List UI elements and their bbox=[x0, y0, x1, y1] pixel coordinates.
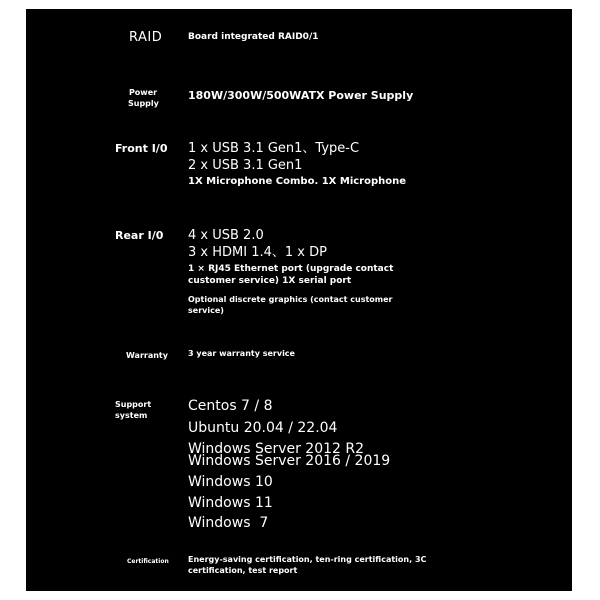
raid-value: Board integrated RAID0/1 bbox=[188, 32, 319, 42]
support-system-1: Centos 7 / 8 bbox=[188, 398, 273, 414]
support-system-3: Windows Server 2012 R2 bbox=[188, 441, 365, 457]
front-io-line-2: 2 x USB 3.1 Gen1 bbox=[188, 158, 303, 173]
support-label-line2: system bbox=[115, 411, 148, 420]
rear-io-line-4: Optional discrete graphics (contact customer service) bbox=[188, 295, 393, 315]
power-label-line1: Power bbox=[128, 88, 158, 97]
certification-label: Certification bbox=[127, 558, 169, 565]
warranty-value: 3 year warranty service bbox=[188, 349, 295, 358]
support-system-6: Windows 11 bbox=[188, 495, 273, 511]
front-io-line-1: 1 x USB 3.1 Gen1、Type-C bbox=[188, 141, 360, 156]
support-system-4: Windows Server 2016 / 2019 bbox=[188, 453, 391, 469]
power-label-line2: Supply bbox=[128, 99, 159, 108]
front-io-line-3: 1X Microphone Combo. 1X Microphone bbox=[188, 176, 407, 187]
raid-label: RAID bbox=[129, 30, 163, 45]
rear-io-line-1: 4 x USB 2.0 bbox=[188, 228, 264, 243]
front-io-label: Front I/0 bbox=[115, 142, 168, 155]
spec-panel bbox=[26, 9, 572, 591]
warranty-label: Warranty bbox=[126, 351, 168, 360]
support-system-7: Windows 7 bbox=[188, 515, 269, 531]
rear-io-line-3: 1 × RJ45 Ethernet port (upgrade contact customer service) 1X serial port bbox=[188, 264, 394, 286]
support-label bbox=[115, 399, 151, 421]
rear-io-line-2: 3 x HDMI 1.4、1 x DP bbox=[188, 245, 327, 260]
support-system-5: Windows 10 bbox=[188, 474, 273, 490]
power-value: 180W/300W/500WATX Power Supply bbox=[188, 89, 414, 102]
rear-io-label: Rear I/0 bbox=[115, 229, 164, 242]
support-label-line1: Support bbox=[115, 400, 152, 409]
support-system-2: Ubuntu 20.04 / 22.04 bbox=[188, 420, 338, 436]
power-label bbox=[128, 87, 158, 109]
certification-value: Energy-saving certification, ten-ring certification, 3C certification, test report bbox=[188, 555, 427, 575]
